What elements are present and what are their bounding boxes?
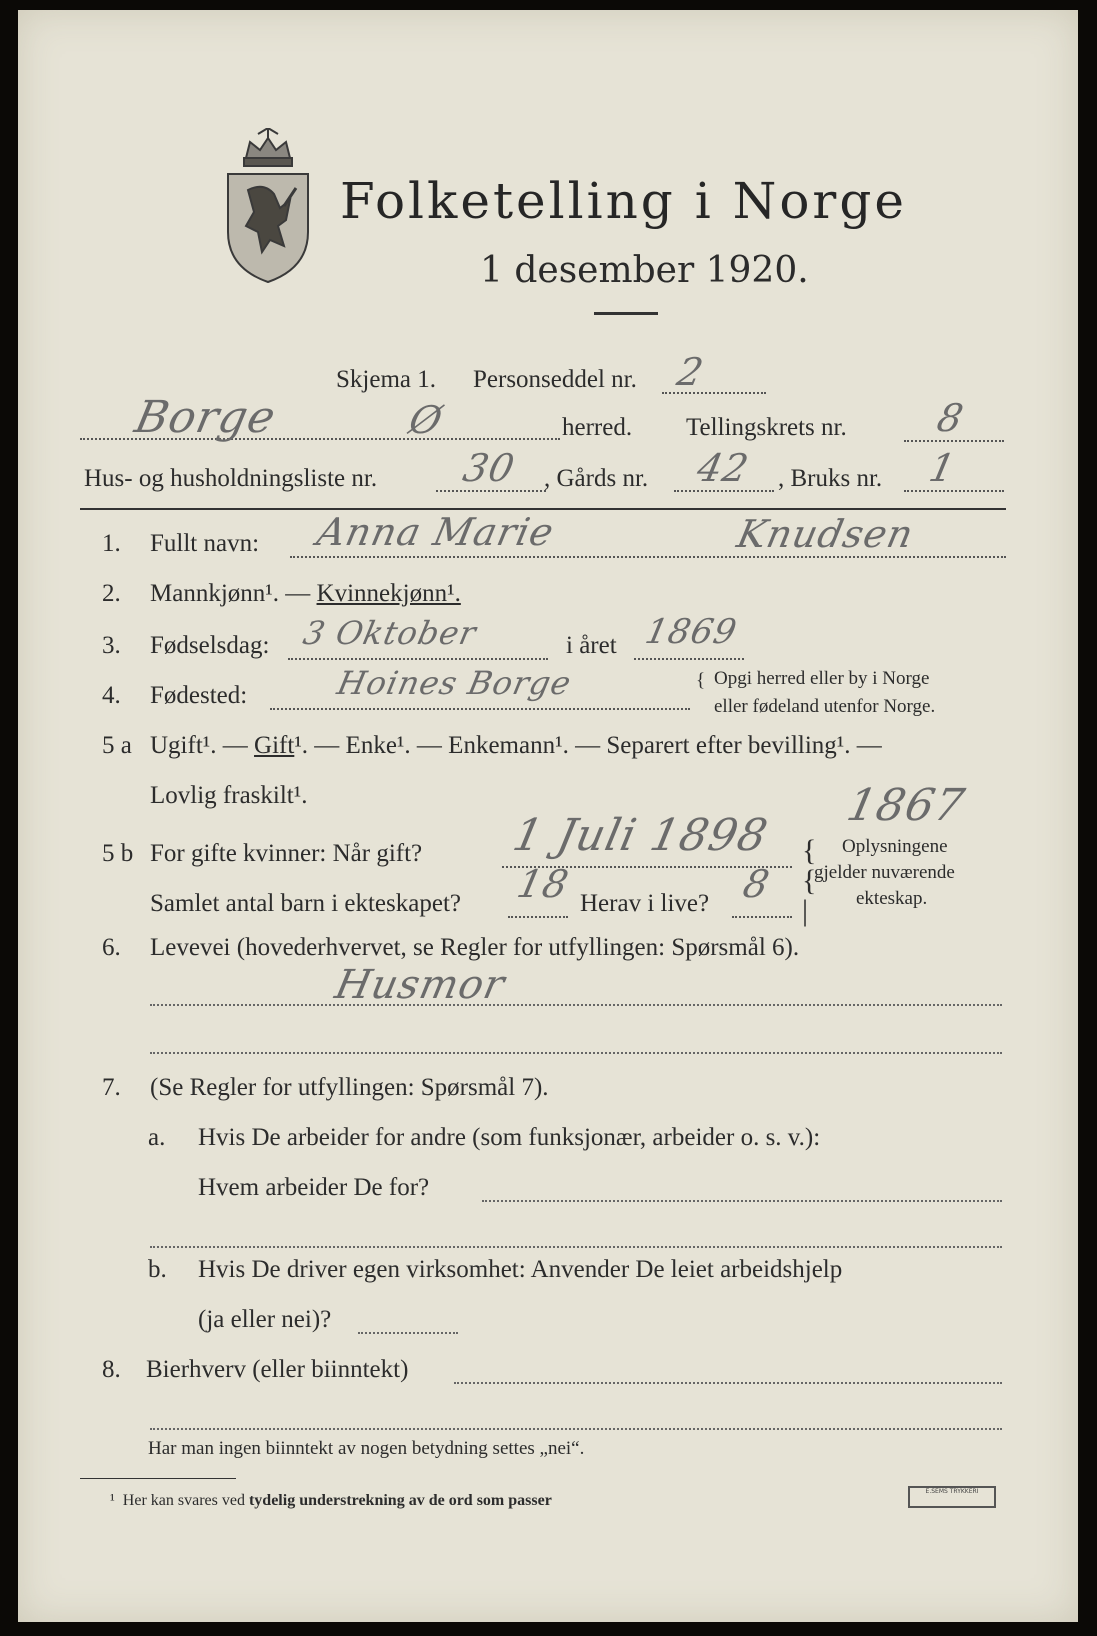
footnote-rule <box>80 1478 236 1479</box>
children-total-value: 18 <box>513 862 574 906</box>
q1-label: Fullt navn: <box>150 530 260 557</box>
personseddel-value: 2 <box>673 350 708 394</box>
q5b-note-1: Oplysningene <box>842 836 948 857</box>
q5a-gift: Gift <box>254 732 295 759</box>
children-alive-field[interactable] <box>732 916 792 918</box>
q5a-ugift: Ugift¹. — <box>150 732 255 759</box>
q3-label: Fødselsdag: <box>150 632 270 659</box>
husliste-value: 30 <box>459 446 520 490</box>
tellingskrets-field[interactable] <box>904 440 1004 442</box>
q2-sex-options <box>150 580 461 608</box>
q2-female-option: Kvinnekjønn¹. <box>316 580 461 607</box>
q7b-label-2: (ja eller nei)? <box>198 1306 332 1333</box>
footnote-text: Her kan svares ved <box>122 1492 249 1509</box>
herred-label: herred. <box>562 414 633 441</box>
hired-help-field[interactable] <box>358 1332 458 1334</box>
children-total-field[interactable] <box>508 916 568 918</box>
printer-stamp: E.SEMS TRYKKERI <box>908 1486 996 1508</box>
full-name-field[interactable] <box>290 556 1006 558</box>
married-extra-value: 1867 <box>842 780 970 831</box>
birthyear-value: 1869 <box>641 612 741 652</box>
q4-number: 4. <box>102 682 121 709</box>
married-date-value: 1 Juli 1898 <box>508 810 773 861</box>
side-income-field[interactable] <box>454 1382 1002 1384</box>
q7a-label-2: Hvem arbeider De for? <box>198 1174 430 1201</box>
q6-number: 6. <box>102 934 121 961</box>
personseddel-label: Personseddel nr. <box>473 366 637 393</box>
herred-value: Borge <box>130 392 281 443</box>
q4-note-2: eller fødeland utenfor Norge. <box>714 696 936 717</box>
q8-number: 8. <box>102 1356 121 1383</box>
q7b-letter: b. <box>148 1256 167 1283</box>
q4-label: Fødested: <box>150 682 248 709</box>
income-note: Har man ingen biinntekt av nogen betydning settes „nei“. <box>148 1438 585 1459</box>
q5b-number: 5 b <box>102 840 134 867</box>
q5b-children-label: Samlet antal barn i ekteskapet? <box>150 890 461 917</box>
full-name-last: Knudsen <box>733 512 918 556</box>
q5a-number: 5 a <box>102 732 132 759</box>
birthday-value: 3 Oktober <box>299 614 481 652</box>
bruks-value: 1 <box>925 446 960 490</box>
herred-value-suffix: Ø <box>405 398 447 442</box>
gards-field[interactable] <box>674 490 774 492</box>
census-form-page <box>18 10 1078 1622</box>
bruks-field[interactable] <box>904 490 1004 492</box>
form-title: Folketelling i Norge <box>340 172 907 230</box>
q7a-label: Hvis De arbeider for andre (som funksjonær, arbeider o. s. v.): <box>198 1124 821 1151</box>
q5b-alive-label: Herav i live? <box>580 890 710 917</box>
q5a-options <box>150 732 882 760</box>
birthplace-value: Hoines Borge <box>333 664 576 702</box>
footnote <box>110 1492 552 1510</box>
birthyear-field[interactable] <box>634 658 744 660</box>
form-date: 1 desember 1920. <box>480 250 809 291</box>
occupation-value: Husmor <box>331 962 510 1008</box>
q5a-rest: ¹. — Enke¹. — Enkemann¹. — Separert efter bevilling¹. — <box>294 732 882 759</box>
q6-label: Levevei (hovederhvervet, se Regler for utfyllingen: Spørsmål 6). <box>150 934 800 961</box>
gards-value: 42 <box>693 446 754 490</box>
footnote-bold: tydelig understrekning av de ord som passer <box>248 1492 552 1509</box>
q5b-brace: { { | <box>802 834 817 927</box>
birthday-field[interactable] <box>288 658 548 660</box>
employer-field-2[interactable] <box>150 1246 1002 1248</box>
q7a-letter: a. <box>148 1124 166 1151</box>
side-income-field-2[interactable] <box>150 1428 1002 1430</box>
q4-note-1: Opgi herred eller by i Norge <box>714 668 930 689</box>
occupation-field-2[interactable] <box>150 1052 1002 1054</box>
title-divider <box>594 312 658 315</box>
children-alive-value: 8 <box>739 862 774 906</box>
q3-number: 3. <box>102 632 121 659</box>
q1-number: 1. <box>102 530 121 557</box>
husliste-field[interactable] <box>436 490 546 492</box>
q2-male-option: Mannkjønn¹. — <box>150 580 317 607</box>
q4-brace: { <box>696 670 706 691</box>
gards-label: , Gårds nr. <box>544 465 649 492</box>
schema-label: Skjema 1. <box>336 366 436 393</box>
birthplace-field[interactable] <box>270 708 690 710</box>
footnote-mark: ¹ <box>110 1492 115 1509</box>
q7-label: (Se Regler for utfyllingen: Spørsmål 7). <box>150 1074 549 1101</box>
husliste-label: Hus- og husholdningsliste nr. <box>84 465 378 492</box>
q5b-note-2: gjelder nuværende <box>814 862 955 883</box>
q2-number: 2. <box>102 580 121 607</box>
norway-coat-of-arms-icon <box>224 128 312 284</box>
tellingskrets-value: 8 <box>933 396 968 440</box>
q5a-lovlig-fraskilt: Lovlig fraskilt¹. <box>150 782 308 809</box>
employer-field[interactable] <box>482 1200 1002 1202</box>
bruks-label: , Bruks nr. <box>778 465 883 492</box>
q8-label: Bierhverv (eller biinntekt) <box>146 1356 409 1383</box>
birthyear-label: i året <box>566 632 617 659</box>
full-name-first: Anna Marie <box>313 510 559 554</box>
occupation-field[interactable] <box>150 1004 1002 1006</box>
tellingskrets-label: Tellingskrets nr. <box>686 414 847 441</box>
q7-number: 7. <box>102 1074 121 1101</box>
q5b-note-3: ekteskap. <box>856 888 928 909</box>
q5b-label: For gifte kvinner: Når gift? <box>150 840 423 867</box>
q7b-label: Hvis De driver egen virksomhet: Anvender De leiet arbeidshjelp <box>198 1256 843 1283</box>
